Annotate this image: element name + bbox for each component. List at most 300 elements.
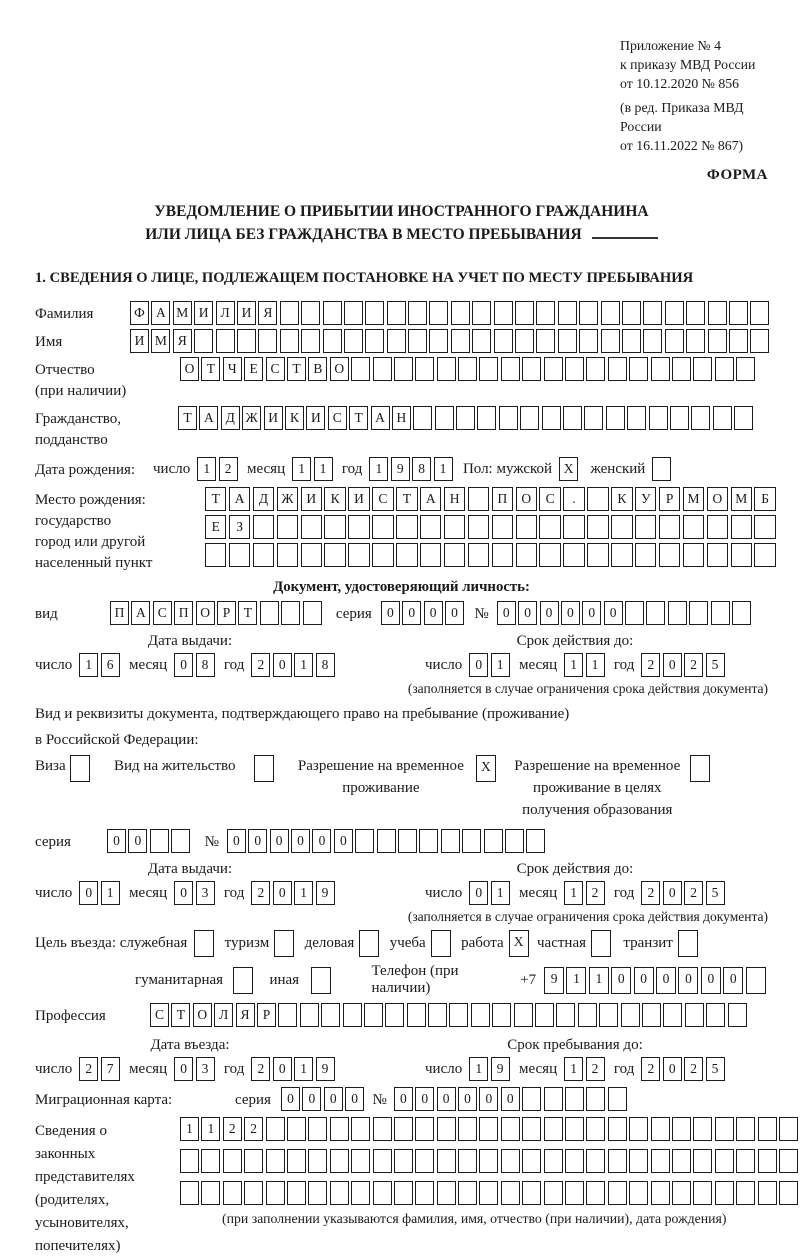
form-cell[interactable]: 1	[369, 457, 388, 481]
form-cell[interactable]	[348, 543, 369, 567]
form-cell[interactable]	[515, 301, 534, 325]
form-cell[interactable]	[301, 329, 320, 353]
form-cell[interactable]	[659, 543, 680, 567]
form-cell[interactable]	[544, 1117, 563, 1141]
form-cell[interactable]	[736, 357, 755, 381]
form-cell[interactable]	[565, 1117, 584, 1141]
form-cell[interactable]: 0	[634, 967, 654, 994]
form-cell[interactable]	[649, 406, 668, 430]
form-cell[interactable]	[672, 1149, 691, 1173]
form-cell[interactable]	[587, 515, 608, 539]
form-cell[interactable]: 0	[415, 1087, 434, 1111]
form-cell[interactable]	[308, 1117, 327, 1141]
form-cell[interactable]	[651, 1181, 670, 1205]
form-cell[interactable]: А	[371, 406, 390, 430]
form-cell[interactable]	[394, 357, 413, 381]
form-cell[interactable]	[323, 329, 342, 353]
form-cell[interactable]: У	[635, 487, 656, 511]
form-cell[interactable]: 0	[469, 881, 488, 905]
form-cell[interactable]: 1	[469, 1057, 488, 1081]
form-cell[interactable]	[429, 329, 448, 353]
form-cell[interactable]	[622, 329, 641, 353]
form-cell[interactable]	[758, 1149, 777, 1173]
form-cell[interactable]	[351, 357, 370, 381]
form-cell[interactable]: 1	[201, 1117, 220, 1141]
form-cell[interactable]: 0	[281, 1087, 300, 1111]
form-cell[interactable]: О	[180, 357, 199, 381]
form-cell[interactable]	[330, 1117, 349, 1141]
form-cell[interactable]	[651, 1117, 670, 1141]
form-cell[interactable]	[663, 1003, 682, 1027]
form-cell[interactable]	[599, 1003, 618, 1027]
form-cell[interactable]	[522, 1117, 541, 1141]
form-cell[interactable]: 2	[251, 1057, 270, 1081]
form-cell[interactable]	[468, 515, 489, 539]
form-cell[interactable]	[586, 1149, 605, 1173]
form-cell[interactable]	[324, 543, 345, 567]
form-cell[interactable]	[201, 1181, 220, 1205]
form-cell[interactable]: X	[559, 457, 578, 481]
form-cell[interactable]	[300, 1003, 319, 1027]
form-cell[interactable]	[501, 1149, 520, 1173]
form-cell[interactable]: И	[301, 487, 322, 511]
form-cell[interactable]	[266, 1149, 285, 1173]
form-cell[interactable]	[501, 357, 520, 381]
form-cell[interactable]: О	[516, 487, 537, 511]
form-cell[interactable]	[396, 515, 417, 539]
form-cell[interactable]	[479, 1149, 498, 1173]
form-cell[interactable]	[635, 515, 656, 539]
form-cell[interactable]: Т	[205, 487, 226, 511]
form-cell[interactable]	[670, 406, 689, 430]
form-cell[interactable]	[536, 301, 555, 325]
form-cell[interactable]	[373, 1181, 392, 1205]
form-cell[interactable]: Я	[236, 1003, 255, 1027]
form-cell[interactable]	[394, 1181, 413, 1205]
form-cell[interactable]	[708, 329, 727, 353]
form-cell[interactable]	[479, 357, 498, 381]
form-cell[interactable]: 0	[663, 881, 682, 905]
form-cell[interactable]: И	[264, 406, 283, 430]
form-cell[interactable]	[449, 1003, 468, 1027]
form-cell[interactable]: 1	[197, 457, 216, 481]
form-cell[interactable]	[563, 543, 584, 567]
form-cell[interactable]	[437, 1181, 456, 1205]
form-cell[interactable]	[364, 1003, 383, 1027]
form-cell[interactable]: К	[611, 487, 632, 511]
form-cell[interactable]: 0	[324, 1087, 343, 1111]
form-cell[interactable]	[535, 1003, 554, 1027]
form-cell[interactable]: Т	[171, 1003, 190, 1027]
form-cell[interactable]: Я	[258, 301, 277, 325]
form-cell[interactable]	[642, 1003, 661, 1027]
form-cell[interactable]	[625, 601, 644, 625]
form-cell[interactable]	[194, 930, 214, 957]
form-cell[interactable]	[689, 601, 708, 625]
form-cell[interactable]	[216, 329, 235, 353]
form-cell[interactable]: 0	[334, 829, 353, 853]
form-cell[interactable]	[536, 329, 555, 353]
form-cell[interactable]: 0	[381, 601, 400, 625]
form-cell[interactable]	[343, 1003, 362, 1027]
form-cell[interactable]	[565, 1181, 584, 1205]
form-cell[interactable]	[70, 755, 90, 782]
form-cell[interactable]: 6	[101, 653, 120, 677]
form-cell[interactable]	[608, 1117, 627, 1141]
form-cell[interactable]	[351, 1149, 370, 1173]
form-cell[interactable]: 0	[79, 881, 98, 905]
form-cell[interactable]: П	[174, 601, 193, 625]
form-cell[interactable]: 0	[248, 829, 267, 853]
form-cell[interactable]: 1	[294, 653, 313, 677]
form-cell[interactable]	[408, 301, 427, 325]
form-cell[interactable]	[611, 515, 632, 539]
form-cell[interactable]	[685, 1003, 704, 1027]
form-cell[interactable]	[522, 1181, 541, 1205]
form-cell[interactable]	[415, 1117, 434, 1141]
form-cell[interactable]	[693, 1117, 712, 1141]
form-cell[interactable]: 0	[174, 1057, 193, 1081]
form-cell[interactable]: К	[324, 487, 345, 511]
form-cell[interactable]	[394, 1117, 413, 1141]
form-cell[interactable]: К	[285, 406, 304, 430]
form-cell[interactable]	[586, 1181, 605, 1205]
form-cell[interactable]: 0	[345, 1087, 364, 1111]
form-cell[interactable]	[715, 1149, 734, 1173]
form-cell[interactable]	[693, 1181, 712, 1205]
form-cell[interactable]	[608, 1087, 627, 1111]
form-cell[interactable]	[494, 301, 513, 325]
form-cell[interactable]	[579, 329, 598, 353]
form-cell[interactable]: 2	[244, 1117, 263, 1141]
form-cell[interactable]	[651, 357, 670, 381]
form-cell[interactable]: 0	[273, 1057, 292, 1081]
form-cell[interactable]	[351, 1181, 370, 1205]
form-cell[interactable]: 0	[302, 1087, 321, 1111]
form-cell[interactable]: М	[173, 301, 192, 325]
form-cell[interactable]	[444, 515, 465, 539]
form-cell[interactable]: Т	[287, 357, 306, 381]
form-cell[interactable]	[544, 357, 563, 381]
form-cell[interactable]	[522, 1087, 541, 1111]
form-cell[interactable]: 2	[641, 1057, 660, 1081]
form-cell[interactable]: 0	[128, 829, 147, 853]
form-cell[interactable]: А	[131, 601, 150, 625]
form-cell[interactable]: 8	[196, 653, 215, 677]
form-cell[interactable]: 0	[582, 601, 601, 625]
form-cell[interactable]: 0	[479, 1087, 498, 1111]
form-cell[interactable]	[746, 967, 766, 994]
form-cell[interactable]	[715, 1117, 734, 1141]
form-cell[interactable]	[180, 1149, 199, 1173]
form-cell[interactable]	[492, 515, 513, 539]
form-cell[interactable]	[258, 329, 277, 353]
form-cell[interactable]	[468, 487, 489, 511]
form-cell[interactable]: С	[539, 487, 560, 511]
form-cell[interactable]	[365, 329, 384, 353]
form-cell[interactable]	[171, 829, 190, 853]
form-cell[interactable]	[736, 1149, 755, 1173]
form-cell[interactable]: О	[707, 487, 728, 511]
form-cell[interactable]	[373, 1117, 392, 1141]
form-cell[interactable]	[499, 406, 518, 430]
form-cell[interactable]	[308, 1181, 327, 1205]
form-cell[interactable]	[713, 406, 732, 430]
form-cell[interactable]: И	[194, 301, 213, 325]
form-cell[interactable]: Я	[173, 329, 192, 353]
form-cell[interactable]	[398, 829, 417, 853]
form-cell[interactable]	[456, 406, 475, 430]
form-cell[interactable]	[396, 543, 417, 567]
form-cell[interactable]	[492, 1003, 511, 1027]
form-cell[interactable]	[611, 543, 632, 567]
form-cell[interactable]: 0	[394, 1087, 413, 1111]
form-cell[interactable]	[731, 515, 752, 539]
form-cell[interactable]: 0	[561, 601, 580, 625]
form-cell[interactable]: 2	[79, 1057, 98, 1081]
form-cell[interactable]	[621, 1003, 640, 1027]
form-cell[interactable]	[373, 357, 392, 381]
form-cell[interactable]: 2	[586, 881, 605, 905]
form-cell[interactable]: 0	[273, 881, 292, 905]
form-cell[interactable]: М	[151, 329, 170, 353]
form-cell[interactable]	[635, 543, 656, 567]
form-cell[interactable]	[586, 1087, 605, 1111]
form-cell[interactable]	[731, 543, 752, 567]
form-cell[interactable]	[462, 829, 481, 853]
form-cell[interactable]	[665, 301, 684, 325]
form-cell[interactable]	[646, 601, 665, 625]
form-cell[interactable]: С	[150, 1003, 169, 1027]
form-cell[interactable]: 1	[314, 457, 333, 481]
form-cell[interactable]	[586, 357, 605, 381]
form-cell[interactable]	[355, 829, 374, 853]
form-cell[interactable]	[750, 329, 769, 353]
form-cell[interactable]: 1	[79, 653, 98, 677]
form-cell[interactable]	[750, 301, 769, 325]
form-cell[interactable]: .	[563, 487, 584, 511]
form-cell[interactable]: З	[229, 515, 250, 539]
form-cell[interactable]	[514, 1003, 533, 1027]
form-cell[interactable]	[629, 357, 648, 381]
form-cell[interactable]	[563, 515, 584, 539]
form-cell[interactable]	[779, 1149, 798, 1173]
form-cell[interactable]: 1	[292, 457, 311, 481]
form-cell[interactable]	[253, 515, 274, 539]
form-cell[interactable]	[344, 329, 363, 353]
form-cell[interactable]	[651, 1149, 670, 1173]
form-cell[interactable]: 0	[518, 601, 537, 625]
form-cell[interactable]: 0	[424, 601, 443, 625]
form-cell[interactable]: Ф	[130, 301, 149, 325]
form-cell[interactable]	[150, 829, 169, 853]
form-cell[interactable]: Р	[659, 487, 680, 511]
form-cell[interactable]	[458, 1181, 477, 1205]
form-cell[interactable]	[373, 1149, 392, 1173]
form-cell[interactable]: 9	[316, 1057, 335, 1081]
form-cell[interactable]	[233, 967, 253, 994]
form-cell[interactable]	[683, 515, 704, 539]
form-cell[interactable]: Т	[238, 601, 257, 625]
form-cell[interactable]	[522, 1149, 541, 1173]
form-cell[interactable]: 1	[566, 967, 586, 994]
form-cell[interactable]	[407, 1003, 426, 1027]
form-cell[interactable]	[565, 1149, 584, 1173]
form-cell[interactable]	[321, 1003, 340, 1027]
form-cell[interactable]	[690, 755, 710, 782]
form-cell[interactable]	[672, 1117, 691, 1141]
form-cell[interactable]	[501, 1181, 520, 1205]
form-cell[interactable]	[728, 1003, 747, 1027]
form-cell[interactable]: О	[330, 357, 349, 381]
form-cell[interactable]: И	[348, 487, 369, 511]
form-cell[interactable]	[359, 930, 379, 957]
form-cell[interactable]	[565, 357, 584, 381]
form-cell[interactable]	[729, 301, 748, 325]
form-cell[interactable]	[278, 1003, 297, 1027]
form-cell[interactable]	[280, 329, 299, 353]
form-cell[interactable]	[415, 1149, 434, 1173]
form-cell[interactable]	[431, 930, 451, 957]
form-cell[interactable]	[377, 829, 396, 853]
form-cell[interactable]	[729, 329, 748, 353]
form-cell[interactable]	[387, 301, 406, 325]
form-cell[interactable]	[437, 357, 456, 381]
form-cell[interactable]	[706, 1003, 725, 1027]
form-cell[interactable]	[287, 1117, 306, 1141]
form-cell[interactable]	[413, 406, 432, 430]
form-cell[interactable]	[274, 930, 294, 957]
form-cell[interactable]	[429, 301, 448, 325]
form-cell[interactable]: Л	[216, 301, 235, 325]
form-cell[interactable]	[324, 515, 345, 539]
form-cell[interactable]	[458, 357, 477, 381]
form-cell[interactable]	[758, 1181, 777, 1205]
form-cell[interactable]: 0	[663, 653, 682, 677]
form-cell[interactable]: 7	[101, 1057, 120, 1081]
form-cell[interactable]: 8	[412, 457, 431, 481]
form-cell[interactable]	[458, 1149, 477, 1173]
form-cell[interactable]	[693, 1149, 712, 1173]
form-cell[interactable]: 5	[706, 1057, 725, 1081]
form-cell[interactable]: Т	[396, 487, 417, 511]
form-cell[interactable]	[280, 301, 299, 325]
form-cell[interactable]	[565, 1087, 584, 1111]
form-cell[interactable]	[244, 1181, 263, 1205]
form-cell[interactable]: 5	[706, 653, 725, 677]
form-cell[interactable]: 9	[544, 967, 564, 994]
form-cell[interactable]: С	[266, 357, 285, 381]
form-cell[interactable]: 1	[589, 967, 609, 994]
form-cell[interactable]	[437, 1149, 456, 1173]
form-cell[interactable]: 0	[701, 967, 721, 994]
form-cell[interactable]	[471, 1003, 490, 1027]
form-cell[interactable]	[311, 967, 331, 994]
form-cell[interactable]: 2	[684, 653, 703, 677]
form-cell[interactable]: С	[153, 601, 172, 625]
form-cell[interactable]	[394, 1149, 413, 1173]
form-cell[interactable]: Е	[244, 357, 263, 381]
form-cell[interactable]	[387, 329, 406, 353]
form-cell[interactable]	[708, 301, 727, 325]
form-cell[interactable]: 0	[501, 1087, 520, 1111]
form-cell[interactable]: Т	[201, 357, 220, 381]
form-cell[interactable]	[505, 829, 524, 853]
form-cell[interactable]: 0	[270, 829, 289, 853]
form-cell[interactable]: Р	[257, 1003, 276, 1027]
form-cell[interactable]	[266, 1117, 285, 1141]
form-cell[interactable]	[277, 515, 298, 539]
form-cell[interactable]: 0	[312, 829, 331, 853]
form-cell[interactable]	[301, 301, 320, 325]
form-cell[interactable]: Т	[178, 406, 197, 430]
form-cell[interactable]	[372, 515, 393, 539]
form-cell[interactable]	[558, 301, 577, 325]
form-cell[interactable]	[408, 329, 427, 353]
form-cell[interactable]: Н	[444, 487, 465, 511]
form-cell[interactable]	[754, 543, 775, 567]
form-cell[interactable]	[287, 1181, 306, 1205]
form-cell[interactable]: 3	[196, 881, 215, 905]
form-cell[interactable]	[201, 1149, 220, 1173]
form-cell[interactable]	[351, 1117, 370, 1141]
form-cell[interactable]	[544, 1149, 563, 1173]
form-cell[interactable]	[372, 543, 393, 567]
form-cell[interactable]	[444, 543, 465, 567]
form-cell[interactable]	[451, 301, 470, 325]
form-cell[interactable]	[223, 1149, 242, 1173]
form-cell[interactable]	[563, 406, 582, 430]
form-cell[interactable]: Р	[217, 601, 236, 625]
form-cell[interactable]: 9	[391, 457, 410, 481]
form-cell[interactable]	[244, 1149, 263, 1173]
form-cell[interactable]	[732, 601, 751, 625]
form-cell[interactable]: И	[130, 329, 149, 353]
form-cell[interactable]	[587, 543, 608, 567]
form-cell[interactable]: 2	[684, 1057, 703, 1081]
form-cell[interactable]	[494, 329, 513, 353]
form-cell[interactable]	[643, 329, 662, 353]
form-cell[interactable]	[229, 543, 250, 567]
form-cell[interactable]: 0	[611, 967, 631, 994]
form-cell[interactable]	[754, 515, 775, 539]
form-cell[interactable]	[468, 543, 489, 567]
form-cell[interactable]	[458, 1117, 477, 1141]
form-cell[interactable]	[330, 1181, 349, 1205]
form-cell[interactable]	[281, 601, 300, 625]
form-cell[interactable]: 0	[227, 829, 246, 853]
form-cell[interactable]	[501, 1117, 520, 1141]
form-cell[interactable]	[277, 543, 298, 567]
form-cell[interactable]: 2	[251, 653, 270, 677]
form-cell[interactable]	[479, 1181, 498, 1205]
form-cell[interactable]: 0	[174, 653, 193, 677]
form-cell[interactable]: 0	[458, 1087, 477, 1111]
form-cell[interactable]	[419, 829, 438, 853]
form-cell[interactable]: Б	[754, 487, 775, 511]
form-cell[interactable]: 0	[604, 601, 623, 625]
form-cell[interactable]	[520, 406, 539, 430]
form-cell[interactable]	[301, 543, 322, 567]
form-cell[interactable]	[558, 329, 577, 353]
form-cell[interactable]: 2	[641, 653, 660, 677]
form-cell[interactable]	[522, 357, 541, 381]
form-cell[interactable]: Ч	[223, 357, 242, 381]
form-cell[interactable]: 0	[656, 967, 676, 994]
form-cell[interactable]: П	[110, 601, 129, 625]
form-cell[interactable]: 0	[437, 1087, 456, 1111]
form-cell[interactable]	[441, 829, 460, 853]
